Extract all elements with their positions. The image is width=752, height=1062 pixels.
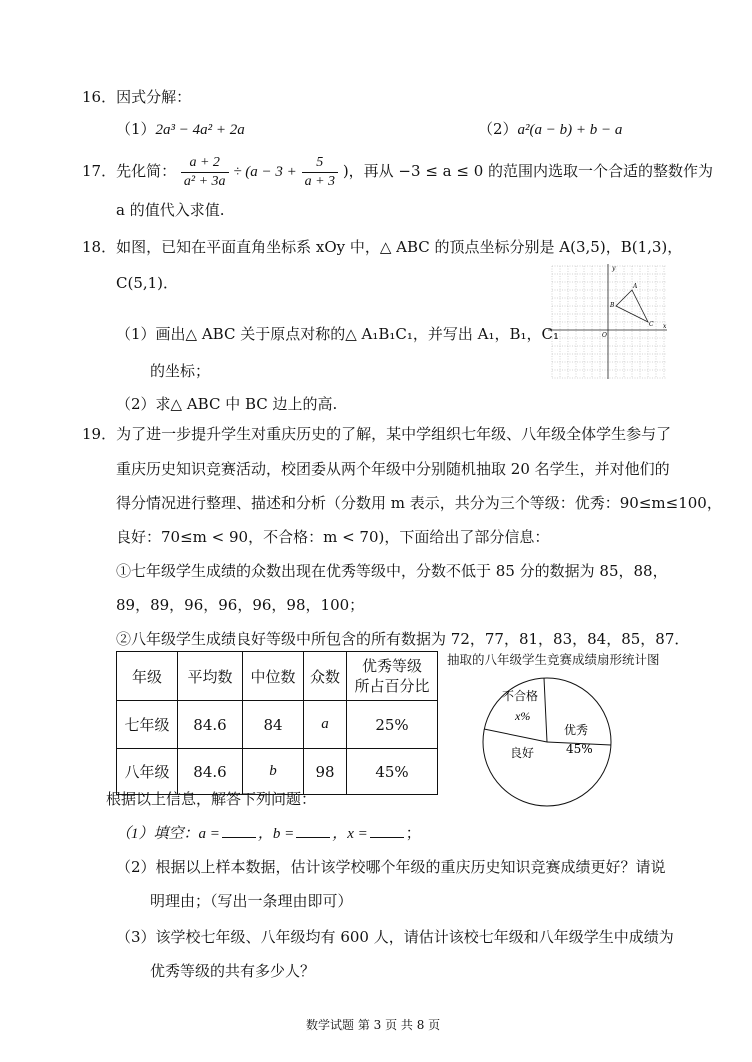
q19-info1-b: 89，89，96，96，96，98，100；: [116, 596, 365, 614]
q16-part1: [116, 118, 245, 139]
grid-x-label: x: [663, 323, 667, 330]
q19-q1-a-label: （1）填空：a =: [116, 826, 220, 842]
header-mode: 众数: [304, 652, 347, 701]
cell-grade8-mean: 84.6: [178, 749, 243, 795]
cell-grade8: 八年级: [117, 749, 178, 795]
q18-part1: （1）画出△ ABC 关于原点对称的△ A₁B₁C₁，并写出 A₁，B₁，C₁: [116, 325, 560, 343]
q19-line4: 良好：70≤m < 90，不合格：m < 70)，下面给出了部分信息：: [116, 528, 550, 546]
grid-point-a: A: [633, 283, 638, 290]
q17-line1: [82, 152, 713, 191]
cell-grade7-excellent: 25%: [347, 701, 438, 749]
q17-frac2-numerator: 5: [302, 154, 338, 173]
blank-a: [222, 837, 256, 838]
q19-line3: 得分情况进行整理、描述和分析（分数用 m 表示，共分为三个等级：优秀：90≤m≤100，: [116, 494, 722, 512]
q19-question2-b: 明理由；（写出一条理由即可）: [150, 892, 353, 910]
q19-q1-end: ；: [405, 824, 421, 842]
blank-b: [296, 837, 330, 838]
q16-part2: [478, 118, 622, 139]
q18-part2: （2）求△ ABC 中 BC 边上的高.: [116, 395, 338, 413]
pie-label-excellent: 优秀: [564, 723, 589, 737]
cell-grade8-excellent: 45%: [347, 749, 438, 795]
q17-fraction-2: [302, 154, 338, 191]
header-mean: 平均数: [178, 652, 243, 701]
cell-grade7-mean: 84.6: [178, 701, 243, 749]
q17-tail: )，再从 −3 ≤ a ≤ 0 的范围内选取一个合适的整数作为: [342, 162, 714, 180]
q16-part2-expr: a²(a − b) + b − a: [517, 122, 623, 138]
table-header-row: [117, 652, 438, 701]
cell-grade7-mode: a: [304, 701, 347, 749]
q18-part1-cont: 的坐标；: [150, 362, 211, 380]
cell-grade7-median: 84: [243, 701, 304, 749]
pie-label-excellent-pct: 45%: [566, 742, 593, 756]
pie-chart: [478, 677, 616, 807]
pie-label-good: 良好: [510, 746, 535, 760]
q19-prompt: 根据以上信息，解答下列问题：: [106, 790, 317, 808]
header-excellent-line2: 所占百分比: [354, 677, 430, 695]
q19-info2: ②八年级学生成绩良好等级中所包含的所有数据为 72，77，81，83，84，85，87．: [116, 630, 690, 648]
q17-number: 17．先化简：: [82, 162, 177, 180]
q16-title: 16．因式分解：: [82, 88, 192, 106]
table-row: [117, 701, 438, 749]
q19-q1-c-label: ，x =: [332, 826, 368, 842]
grid-point-b: B: [610, 302, 615, 309]
pie-chart-title: 抽取的八年级学生竞赛成绩扇形统计图: [447, 652, 660, 667]
q16-part2-label: （2）: [478, 120, 518, 138]
grid-y-label: y: [612, 265, 616, 272]
q19-line2: 重庆历史知识竞赛活动，校团委从两个年级中分别随机抽取 20 名学生，并对他们的: [116, 460, 670, 478]
q18-line2: C(5,1)．: [116, 274, 179, 292]
q17-frac1-denominator: a² + 3a: [183, 173, 226, 189]
grid-point-c: C: [649, 321, 654, 328]
q17-middle: ÷ (a − 3 +: [233, 164, 297, 180]
pie-divider-top: [544, 678, 547, 742]
q19-question1: [116, 822, 421, 843]
statistics-table: [116, 651, 438, 795]
q17-frac1-numerator: a + 2: [181, 154, 229, 173]
q19-info1-a: ①七年级学生成绩的众数出现在优秀等级中，分数不低于 85 分的数据为 85，88，: [116, 562, 668, 580]
pie-divider-left: [484, 729, 547, 742]
page-footer: 数学试题 第 3 页 共 8 页: [306, 1018, 441, 1032]
q19-line1: 19．为了进一步提升学生对重庆历史的了解，某中学组织七年级、八年级全体学生参与了: [82, 425, 672, 443]
cell-grade8-median: b: [243, 749, 304, 795]
header-median: 中位数: [243, 652, 304, 701]
q17-line2: a 的值代入求值.: [116, 201, 225, 219]
pie-label-unqualified: 不合格: [502, 689, 539, 703]
coordinate-grid-figure: [548, 262, 670, 380]
cell-grade7: 七年级: [117, 701, 178, 749]
grid-origin-label: O: [602, 332, 607, 339]
q16-part1-expr: 2a³ − 4a² + 2a: [155, 122, 245, 138]
cell-grade8-mode: 98: [304, 749, 347, 795]
q19-question2-a: （2）根据以上样本数据，估计该学校哪个年级的重庆历史知识竞赛成绩更好？请说: [116, 858, 666, 876]
q17-fraction-1: [181, 154, 229, 191]
header-grade: 年级: [117, 652, 178, 701]
q19-q1-b-label: ，b =: [257, 826, 295, 842]
q16-part1-label: （1）: [116, 120, 156, 138]
q18-line1: 18．如图，已知在平面直角坐标系 xOy 中，△ ABC 的顶点坐标分别是 A(3,5)，B(1,3)，: [82, 238, 683, 256]
blank-x: [370, 837, 404, 838]
header-excellent-pct: [347, 652, 438, 701]
pie-label-unqualified-pct: x%: [515, 709, 531, 723]
header-excellent-line1: 优秀等级: [361, 657, 422, 675]
q19-question3-b: 优秀等级的共有多少人？: [150, 962, 316, 980]
q17-frac2-denominator: a + 3: [304, 173, 336, 189]
q19-question3-a: （3）该学校七年级、八年级均有 600 人，请估计该校七年级和八年级学生中成绩为: [116, 928, 674, 946]
